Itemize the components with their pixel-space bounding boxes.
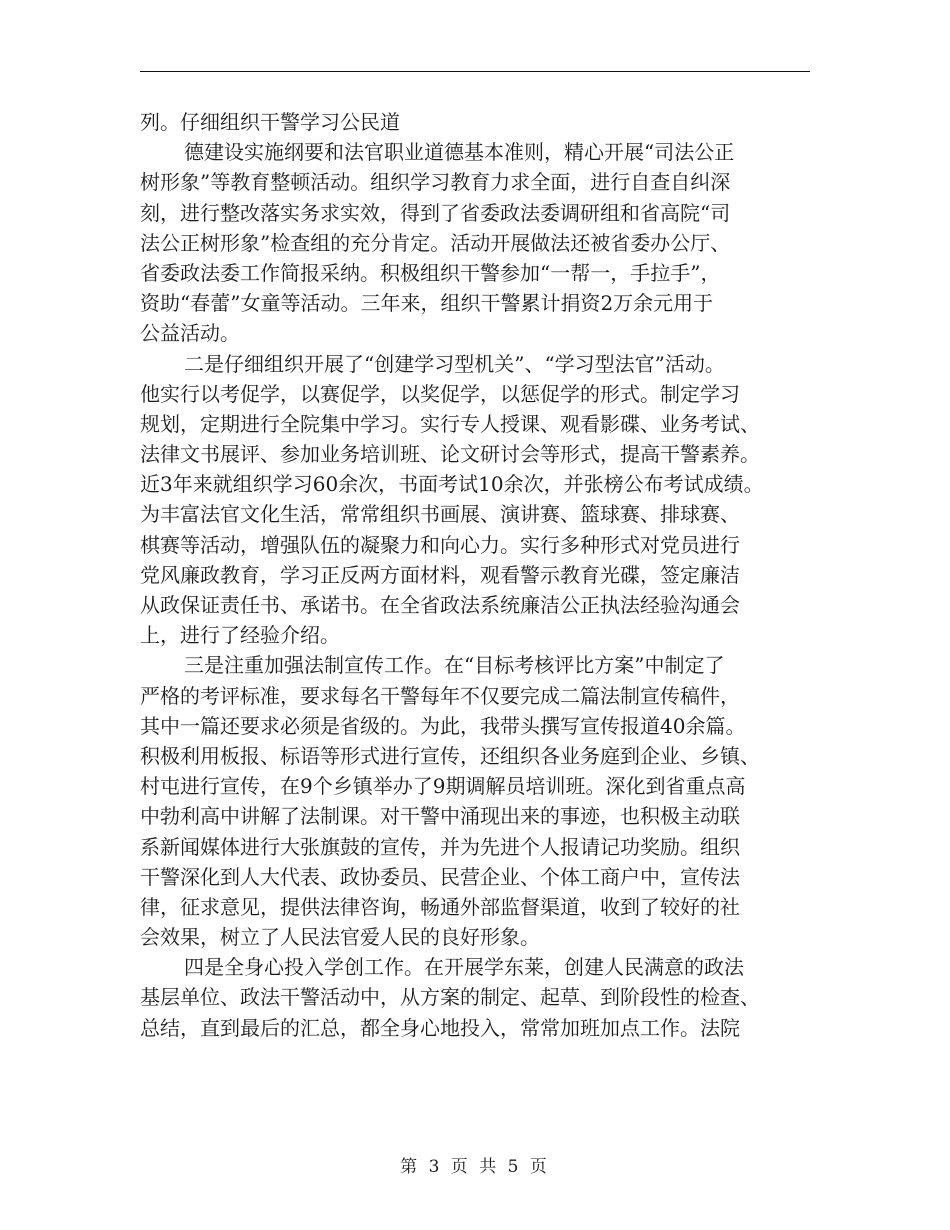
text-line: 为丰富法官文化生活，常常组织书画展、演讲赛、篮球赛、排球赛、 (140, 502, 740, 527)
text-line: 中勃利高中讲解了法制课。对干警中涌现出来的事迹，也积极主动联 (140, 804, 740, 829)
text-line: 公益活动。 (140, 321, 240, 346)
text-line: 严格的考评标准，要求每名干警每年不仅要完成二篇法制宣传稿件， (140, 683, 740, 708)
text-line: 律，征求意见，提供法律咨询，畅通外部监督渠道，收到了较好的社 (140, 894, 740, 919)
paragraph-start-line: 二是仔细组织开展了“创建学习型机关”、“学习型法官”活动。 (184, 351, 725, 376)
text-line: 规划，定期进行全院集中学习。实行专人授课、观看影碟、业务考试、 (140, 411, 760, 436)
text-line: 法公正树形象”检查组的充分肯定。活动开展做法还被省委办公厅、 (140, 230, 731, 255)
text-line: 基层单位、政法干警活动中，从方案的制定、起草、到阶段性的检查、 (140, 985, 760, 1010)
text-line: 列。仔细组织干警学习公民道 (140, 110, 400, 134)
text-line: 干警深化到人大代表、政协委员、民营企业、个体工商户中，宣传法 (140, 864, 740, 889)
text-line: 棋赛等活动，增强队伍的凝聚力和向心力。实行多种形式对党员进行 (140, 532, 740, 557)
text-line: 从政保证责任书、承诺书。在全省政法系统廉洁公正执法经验沟通会 (140, 593, 740, 617)
body-text (140, 107, 820, 1043)
text-line: 上，进行了经验介绍。 (140, 623, 340, 648)
paragraph-start-line: 德建设实施纲要和法官职业道德基本准则，精心开展“司法公正 (184, 140, 735, 165)
text-line: 会效果，树立了人民法官爱人民的良好形象。 (140, 925, 540, 950)
page-number-footer: 第 3 页 共 5 页 (400, 1157, 550, 1177)
text-line: 近3年来就组织学习60余次，书面考试10余次，并张榜公布考试成绩。 (140, 472, 764, 497)
header-rule (140, 71, 810, 72)
text-line: 党风廉政教育，学习正反两方面材料，观看警示教育光碟，签定廉洁 (140, 562, 740, 587)
text-line: 省委政法委工作简报采纳。积极组织干警参加“一帮一，手拉手”， (140, 260, 721, 285)
text-line: 其中一篇还要求必须是省级的。为此，我带头撰写宣传报道40余篇。 (140, 713, 746, 738)
text-line: 树形象”等教育整顿活动。组织学习教育力求全面，进行自查自纠深 (140, 170, 731, 195)
text-line: 总结，直到最后的汇总，都全身心地投入，常常加班加点工作。法院 (140, 1015, 740, 1040)
text-line: 法律文书展评、参加业务培训班、论文研讨会等形式，提高干警素养。 (140, 442, 760, 467)
text-line: 积极利用板报、标语等形式进行宣传，还组织各业务庭到企业、乡镇、 (140, 743, 760, 768)
paragraph-start-line: 三是注重加强法制宣传工作。在“目标考核评比方案”中制定了 (184, 653, 725, 678)
text-line: 刻，进行整改落实务求实效，得到了省委政法委调研组和省高院“司 (140, 200, 731, 225)
text-line: 村屯进行宣传，在9个乡镇举办了9期调解员培训班。深化到省重点高 (140, 774, 746, 799)
text-line: 系新闻媒体进行大张旗鼓的宣传，并为先进个人报请记功奖励。组织 (140, 834, 740, 859)
text-line: 他实行以考促学，以赛促学，以奖促学，以惩促学的形式。制定学习 (140, 381, 740, 406)
paragraph-start-line: 四是全身心投入学创工作。在开展学东莱，创建人民满意的政法 (184, 955, 744, 980)
text-line: 资助“春蕾”女童等活动。三年来，组织干警累计捐资2万余元用于 (140, 291, 714, 316)
